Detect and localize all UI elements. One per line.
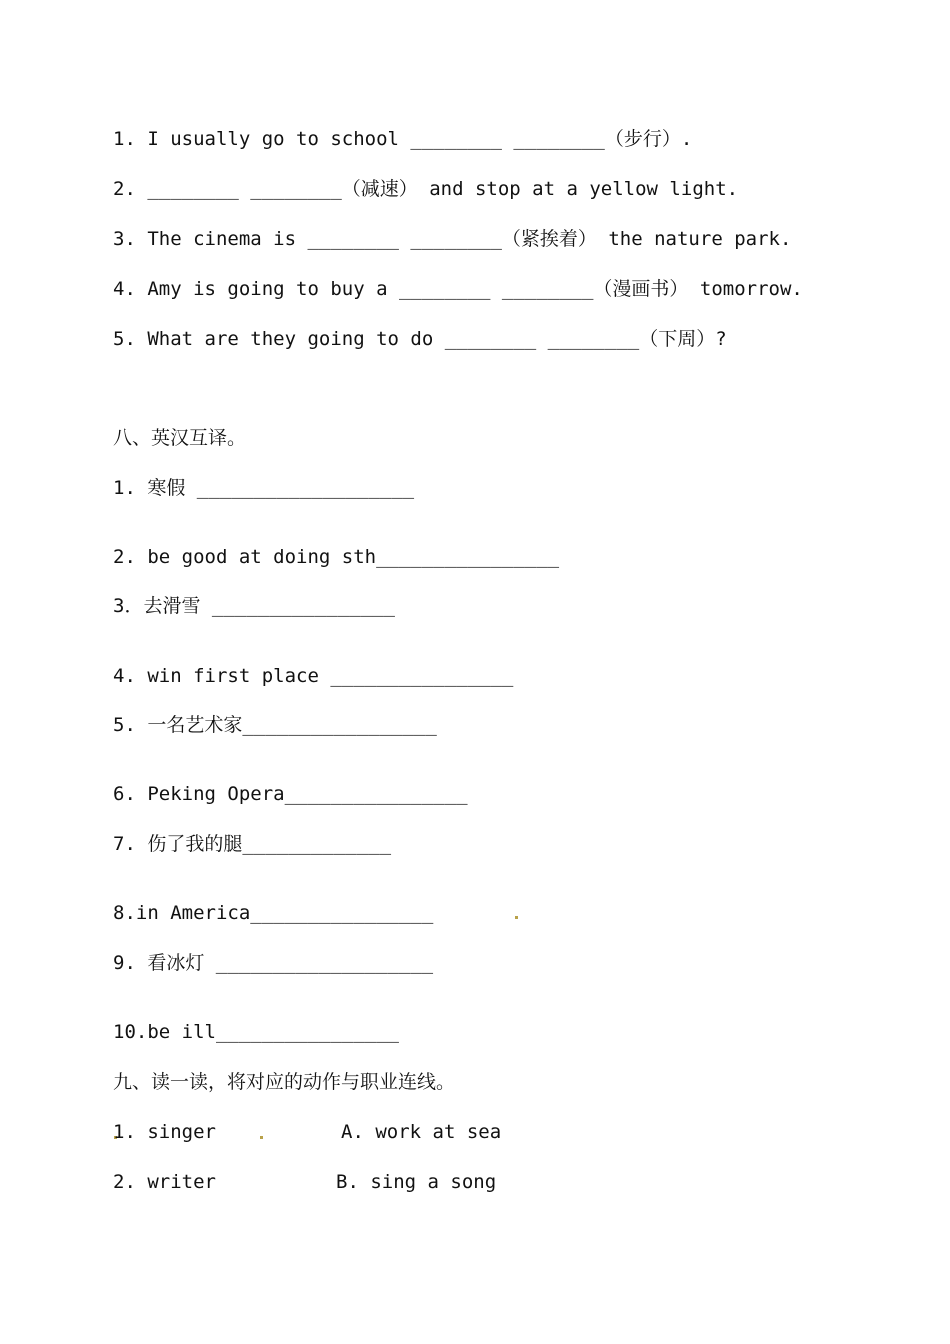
translate-item-1: 1. 寒假 ___________________ (113, 477, 415, 499)
stray-dot (260, 1136, 263, 1139)
translate-item-10: 10.be ill________________ (113, 1021, 399, 1043)
translate-item-4: 4. win first place ________________ (113, 665, 514, 687)
translate-item-2: 2. be good at doing sth________________ (113, 546, 560, 568)
translate-item-8: 8.in America________________ (113, 902, 434, 924)
translate-item-6: 6. Peking Opera________________ (113, 783, 468, 805)
fill-blank-item-1: 1. I usually go to school ________ ________（步行）. (113, 128, 693, 150)
stray-dot (515, 916, 518, 919)
match-left-item-2: 2. writer (113, 1171, 216, 1193)
match-right-item-b: B. sing a song (336, 1171, 497, 1193)
fill-blank-item-2: 2. ________ ________（减速） and stop at a yellow light. (113, 178, 739, 200)
match-right-item-a: A. work at sea (341, 1121, 502, 1143)
translate-item-3: 3．去滑雪 ________________ (113, 595, 395, 617)
fill-blank-item-3: 3. The cinema is ________ ________（紧挨着） the nature park. (113, 228, 792, 250)
fill-blank-item-5: 5. What are they going to do ________ ________（下周）? (113, 328, 727, 350)
translate-item-9: 9. 看冰灯 ___________________ (113, 952, 434, 974)
section-8-heading: 八、英汉互译。 (113, 427, 247, 449)
section-9-heading: 九、读一读，将对应的动作与职业连线。 (113, 1071, 456, 1093)
match-left-item-1: 1. singer (113, 1121, 216, 1143)
translate-item-5: 5. 一名艺术家_________________ (113, 714, 437, 736)
translate-item-7: 7. 伤了我的腿_____________ (113, 833, 392, 855)
fill-blank-item-4: 4. Amy is going to buy a ________ ________（漫画书） tomorrow. (113, 278, 803, 300)
